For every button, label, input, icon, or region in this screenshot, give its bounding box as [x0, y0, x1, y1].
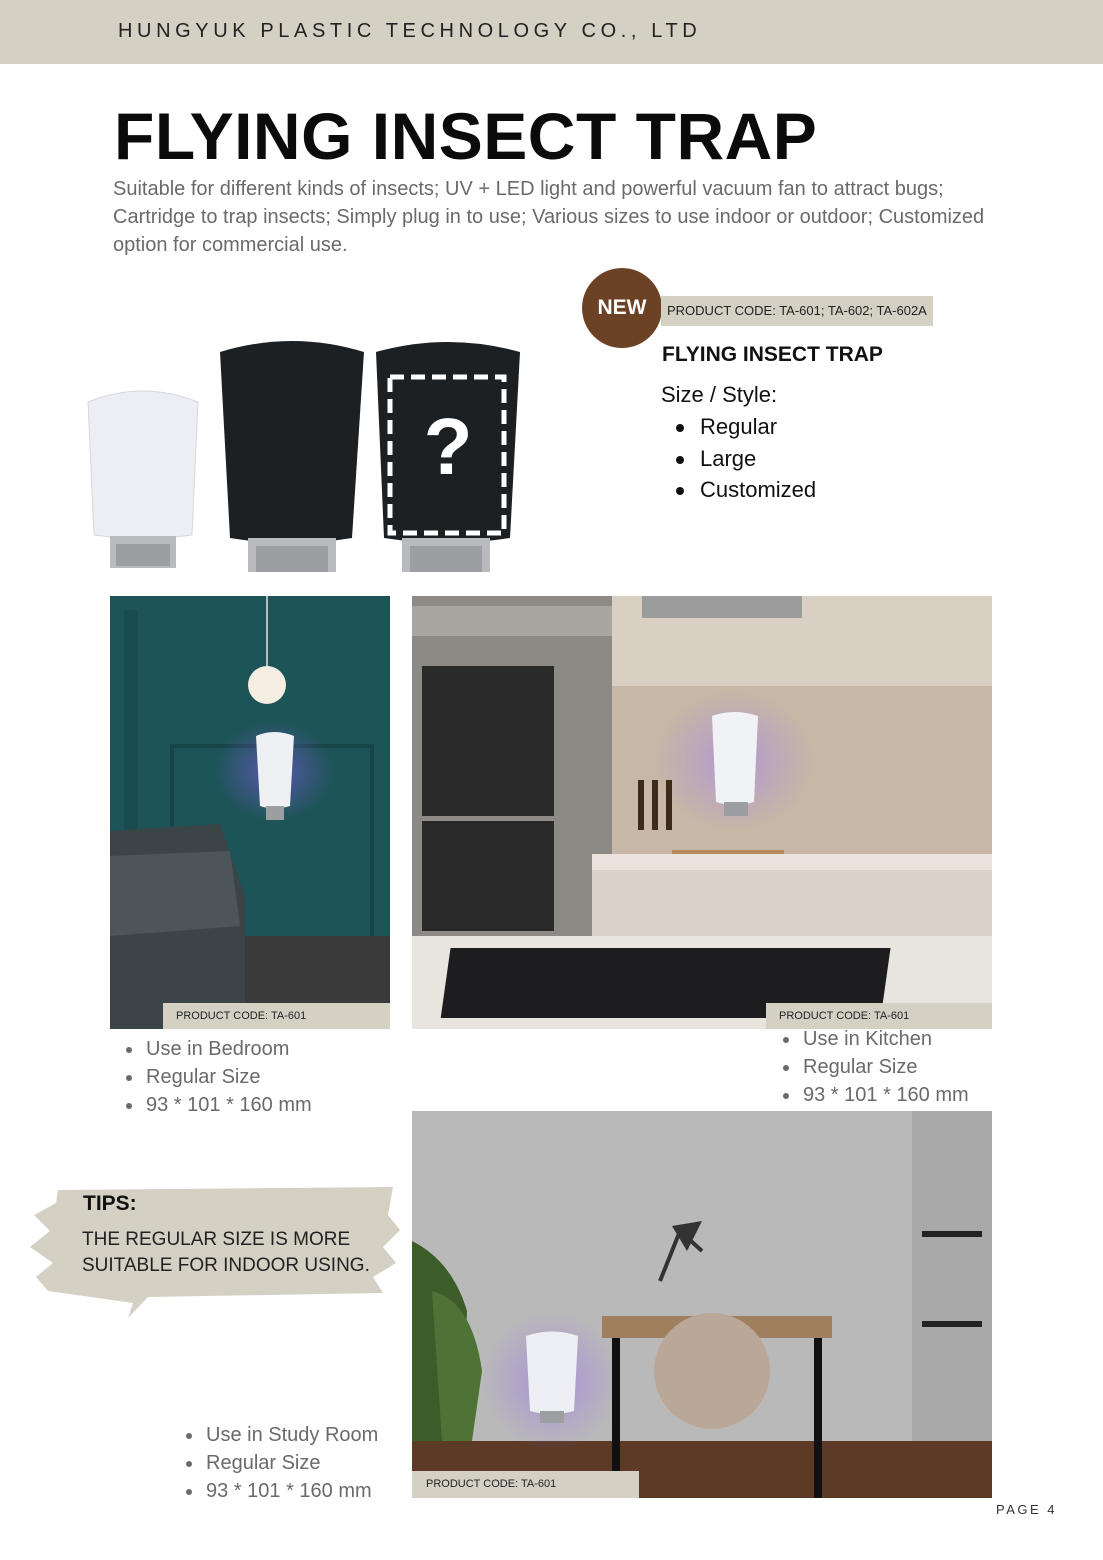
bedroom-specs — [122, 1035, 312, 1119]
new-badge: NEW — [582, 268, 662, 348]
large-trap-black — [220, 341, 364, 572]
kitchen-photo — [412, 596, 992, 1029]
list-item: Use in Bedroom — [122, 1035, 312, 1063]
question-mark: ? — [423, 402, 473, 491]
size-style-label: Size / Style: — [661, 382, 778, 407]
list-item: Regular Size — [122, 1063, 312, 1091]
regular-trap-white — [88, 391, 198, 568]
list-item: Use in Kitchen — [779, 1025, 969, 1053]
list-item: Regular Size — [182, 1449, 378, 1477]
bedroom-photo — [110, 596, 390, 1029]
list-item: Use in Study Room — [182, 1421, 378, 1449]
product-description: Suitable for different kinds of insects; UV + LED light and powerful vacuum fan to attract bugs; Cartridge to trap insects; Simply plug in to use; Various sizes to use indoor or outdoor; Customized option for commercial use. — [113, 178, 985, 256]
tips-text: THE REGULAR SIZE IS MORE SUITABLE FOR INDOOR USING. — [82, 1229, 370, 1276]
list-item: Regular Size — [779, 1053, 969, 1081]
kitchen-scene — [412, 596, 992, 1029]
study-code-tag: PRODUCT CODE: TA-601 — [412, 1471, 639, 1498]
study-photo — [412, 1111, 992, 1498]
study-specs — [182, 1421, 378, 1505]
page-number: PAGE 4 — [996, 1502, 1058, 1517]
size-list — [670, 411, 816, 506]
company-name: HUNGYUK PLASTIC TECHNOLOGY CO., LTD — [118, 20, 702, 42]
list-item: 93 * 101 * 160 mm — [779, 1081, 969, 1109]
page-title: FLYING INSECT TRAP — [114, 99, 818, 173]
list-item: 93 * 101 * 160 mm — [122, 1091, 312, 1119]
product-code-tag: PRODUCT CODE: TA-601; TA-602; TA-602A — [661, 296, 933, 326]
study-scene — [412, 1111, 992, 1498]
list-item: Large — [670, 443, 816, 475]
bedroom-code-tag: PRODUCT CODE: TA-601 — [163, 1003, 390, 1029]
list-item: 93 * 101 * 160 mm — [182, 1477, 378, 1505]
tips-title: TIPS: — [83, 1192, 137, 1215]
list-item: Regular — [670, 411, 816, 443]
kitchen-specs — [779, 1025, 969, 1109]
list-item: Customized — [670, 474, 816, 506]
product-name: FLYING INSECT TRAP — [662, 343, 883, 366]
kitchen-code-tag: PRODUCT CODE: TA-601 — [766, 1003, 992, 1029]
bedroom-scene — [110, 596, 390, 1029]
